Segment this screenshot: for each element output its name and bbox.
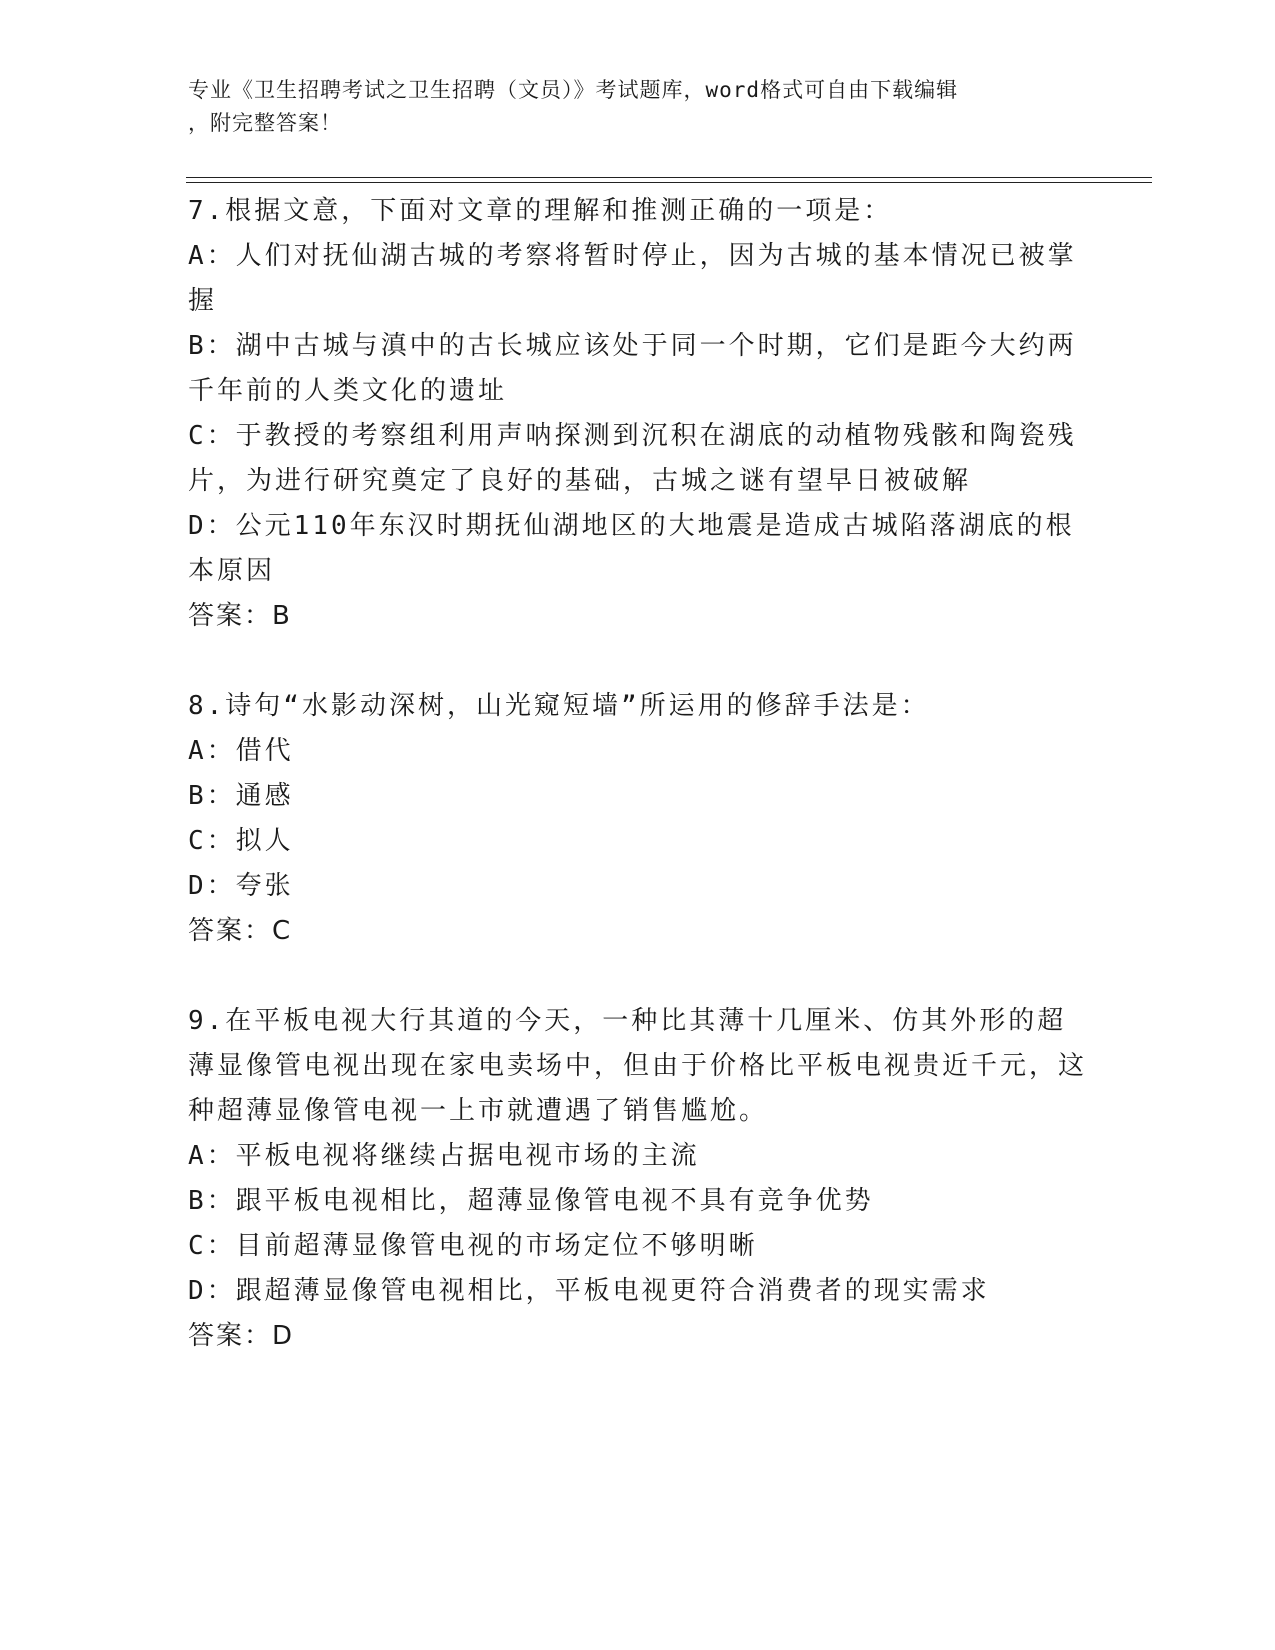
header-divider-bottom [186,182,1152,183]
document-header [188,74,1078,140]
answer-line: 答案：C [188,916,293,946]
question-stem: 7.根据文意，下面对文章的理解和推测正确的一项是： [188,196,893,226]
option-a: A：平板电视将继续占据电视市场的主流 [188,1141,700,1171]
question-list [188,189,1088,1359]
header-divider-top [186,177,1152,178]
option-d: D：夸张 [188,871,294,901]
option-d: D：跟超薄显像管电视相比，平板电视更符合消费者的现实需求 [188,1276,990,1306]
option-c: C：于教授的考察组利用声呐探测到沉积在湖底的动植物残骸和陶瓷残片，为进行研究奠定了良好的基础，古城之谜有望早日被破解 [188,421,1077,496]
option-b: B：通感 [188,781,294,811]
option-c: C：目前超薄显像管电视的市场定位不够明晰 [188,1231,758,1261]
option-d: D：公元110年东汉时期抚仙湖地区的大地震是造成古城陷落湖底的根本原因 [188,511,1075,586]
answer-line: 答案：B [188,601,292,631]
option-b: B：跟平板电视相比，超薄显像管电视不具有竞争优势 [188,1186,874,1216]
question-7 [188,189,1088,639]
question-stem: 8.诗句“水影动深树，山光窥短墙”所运用的修辞手法是： [188,691,930,721]
header-line-2: ，附完整答案！ [188,111,342,135]
header-line-1: 专业《卫生招聘考试之卫生招聘（文员）》考试题库，word格式可自由下载编辑 [188,78,959,102]
question-8 [188,684,1088,954]
option-a: A：人们对抚仙湖古城的考察将暂时停止，因为古城的基本情况已被掌握 [188,241,1077,316]
question-9 [188,999,1088,1359]
answer-line: 答案：D [188,1321,295,1351]
option-c: C：拟人 [188,826,294,856]
spacer [188,639,1088,684]
option-a: A：借代 [188,736,294,766]
question-stem: 9.在平板电视大行其道的今天，一种比其薄十几厘米、仿其外形的超薄显像管电视出现在家电卖场中，但由于价格比平板电视贵近千元，这种超薄显像管电视一上市就遭遇了销售尴尬。 [188,1006,1088,1126]
spacer [188,954,1088,999]
option-b: B：湖中古城与滇中的古长城应该处于同一个时期，它们是距今大约两千年前的人类文化的遗址 [188,331,1077,406]
